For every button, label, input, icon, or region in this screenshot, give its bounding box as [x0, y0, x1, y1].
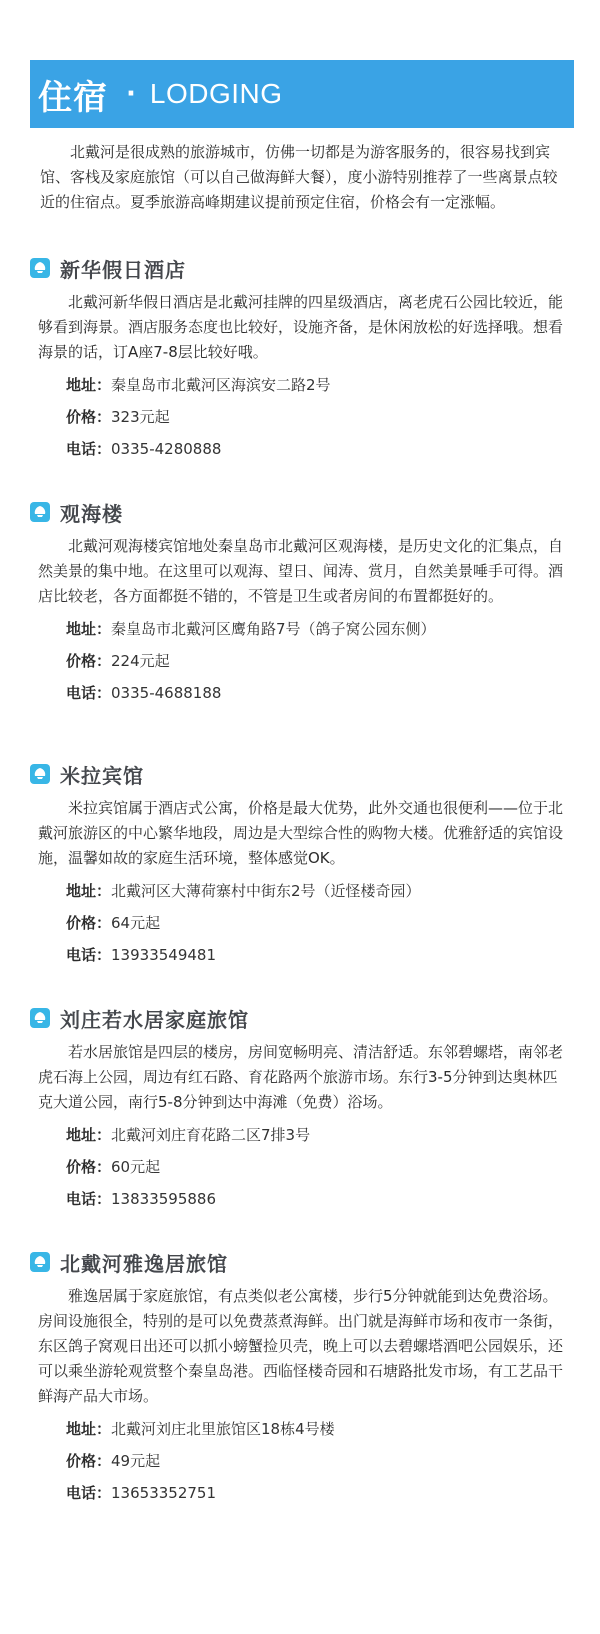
hotel-description: 北戴河新华假日酒店是北戴河挂牌的四星级酒店，离老虎石公园比较近，能够看到海景。酒店服务态度也比较好，设施齐备，是休闲放松的好选择哦。想看海景的话，订A座7-8层比较好哦。 — [38, 293, 564, 361]
header-separator: · — [126, 79, 136, 109]
address-label: 地址： — [66, 620, 112, 638]
price-row — [66, 401, 574, 433]
hotel-name: 米拉宾馆 — [60, 763, 144, 788]
phone-value: 0335-4688188 — [111, 684, 222, 702]
address-row — [66, 613, 574, 645]
hotel-info — [66, 613, 574, 709]
hotel-name: 北戴河雅逸居旅馆 — [60, 1251, 228, 1276]
phone-value: 13653352751 — [111, 1484, 216, 1502]
section-header — [30, 60, 574, 128]
price-row — [66, 1445, 574, 1477]
address-label: 地址： — [66, 1420, 112, 1438]
address-row — [66, 1119, 574, 1151]
phone-label: 电话： — [66, 1190, 112, 1208]
hotel-entry — [30, 758, 574, 971]
shell-icon — [30, 258, 50, 278]
shell-icon — [30, 1252, 50, 1272]
hotel-name: 新华假日酒店 — [60, 257, 186, 282]
phone-label: 电话： — [66, 946, 112, 964]
price-value: 49元起 — [111, 1452, 161, 1470]
phone-row — [66, 1183, 574, 1215]
price-row — [66, 907, 574, 939]
hotel-entry — [30, 496, 574, 709]
hotel-entry — [30, 252, 574, 465]
hotel-info — [66, 369, 574, 465]
hotel-description: 北戴河观海楼宾馆地处秦皇岛市北戴河区观海楼，是历史文化的汇集点，自然美景的集中地。在这里可以观海、望日、闻涛、赏月，自然美景唾手可得。酒店比较老，各方面都挺不错的，不管是卫生或者房间的布置都挺好的。 — [38, 537, 564, 605]
phone-row — [66, 433, 574, 465]
hotel-title — [30, 758, 574, 790]
header-title-en: LODGING — [149, 78, 283, 109]
address-row — [66, 369, 574, 401]
header-title-zh: 住宿 — [38, 77, 108, 118]
shell-icon — [30, 502, 50, 522]
hotel-name: 观海楼 — [60, 501, 123, 526]
address-value: 秦皇岛市北戴河区海滨安二路2号 — [111, 376, 331, 394]
address-value: 北戴河区大薄荷寨村中街东2号（近怪楼奇园） — [111, 882, 421, 900]
price-row — [66, 645, 574, 677]
address-value: 北戴河刘庄育花路二区7排3号 — [111, 1126, 311, 1144]
price-label: 价格： — [66, 408, 112, 426]
price-value: 224元起 — [111, 652, 170, 670]
phone-value: 0335-4280888 — [111, 440, 222, 458]
hotel-title — [30, 496, 574, 528]
price-value: 323元起 — [111, 408, 170, 426]
phone-label: 电话： — [66, 440, 112, 458]
address-label: 地址： — [66, 376, 112, 394]
hotel-title — [30, 1246, 574, 1278]
hotel-title — [30, 1002, 574, 1034]
phone-row — [66, 1477, 574, 1509]
price-label: 价格： — [66, 652, 112, 670]
shell-icon — [30, 764, 50, 784]
price-label: 价格： — [66, 1158, 112, 1176]
address-value: 北戴河刘庄北里旅馆区18栋4号楼 — [111, 1420, 335, 1438]
hotel-title — [30, 252, 574, 284]
hotel-entry — [30, 1002, 574, 1215]
address-row — [66, 1413, 574, 1445]
hotel-info — [66, 1119, 574, 1215]
phone-row — [66, 677, 574, 709]
address-label: 地址： — [66, 882, 112, 900]
price-label: 价格： — [66, 1452, 112, 1470]
phone-value: 13933549481 — [111, 946, 216, 964]
hotel-info — [66, 875, 574, 971]
address-value: 秦皇岛市北戴河区鹰角路7号（鸽子窝公园东侧） — [111, 620, 436, 638]
hotel-description: 若水居旅馆是四层的楼房，房间宽畅明亮、清洁舒适。东邻碧螺塔，南邻老虎石海上公园，周边有红石路、育花路两个旅游市场。东行3-5分钟到达奥林匹克大道公园，南行5-8分钟到达中海滩（免费）浴场。 — [38, 1043, 564, 1111]
hotel-entry — [30, 1246, 574, 1509]
phone-value: 13833595886 — [111, 1190, 216, 1208]
hotel-description: 雅逸居属于家庭旅馆，有点类似老公寓楼，步行5分钟就能到达免费浴场。房间设施很全，特别的是可以免费蒸煮海鲜。出门就是海鲜市场和夜市一条街，东区鸽子窝观日出还可以抓小螃蟹捡贝壳，晚上可以去碧螺塔酒吧公园娱乐，还可以乘坐游轮观赏整个秦皇岛港。西临怪楼奇园和石塘路批发市场，有工艺品干鲜海产品大市场。 — [38, 1287, 564, 1405]
shell-icon — [30, 1008, 50, 1028]
phone-row — [66, 939, 574, 971]
price-value: 60元起 — [111, 1158, 161, 1176]
hotel-description: 米拉宾馆属于酒店式公寓，价格是最大优势，此外交通也很便利——位于北戴河旅游区的中心繁华地段，周边是大型综合性的购物大楼。优雅舒适的宾馆设施，温馨如故的家庭生活环境，整体感觉OK。 — [38, 799, 564, 867]
hotel-info — [66, 1413, 574, 1509]
address-label: 地址： — [66, 1126, 112, 1144]
phone-label: 电话： — [66, 1484, 112, 1502]
price-value: 64元起 — [111, 914, 161, 932]
price-row — [66, 1151, 574, 1183]
phone-label: 电话： — [66, 684, 112, 702]
price-label: 价格： — [66, 914, 112, 932]
hotel-name: 刘庄若水居家庭旅馆 — [60, 1007, 249, 1032]
address-row — [66, 875, 574, 907]
intro-paragraph: 北戴河是很成熟的旅游城市，仿佛一切都是为游客服务的，很容易找到宾馆、客栈及家庭旅馆（可以自己做海鲜大餐），度小游特别推荐了一些离景点较近的住宿点。夏季旅游高峰期建议提前预定住宿，价格会有一定涨幅。 — [40, 143, 558, 211]
